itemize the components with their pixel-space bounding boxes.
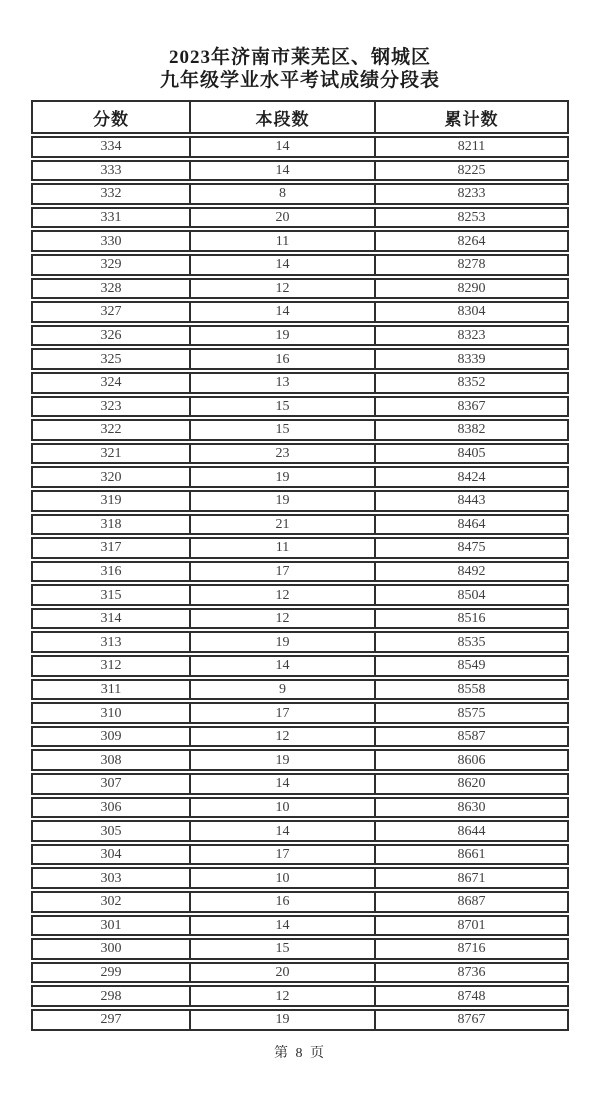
title-line-1: 2023年济南市莱芜区、钢城区 <box>168 47 431 68</box>
table-row <box>31 183 569 205</box>
score-cell: 319 <box>31 490 191 512</box>
score-cell: 313 <box>31 631 191 653</box>
table-row <box>31 325 569 347</box>
table-row <box>31 655 569 677</box>
cumulative-count-cell: 8253 <box>376 207 569 229</box>
cumulative-count-cell: 8535 <box>376 631 569 653</box>
segment-count-cell: 11 <box>191 230 376 252</box>
cumulative-count-cell: 8587 <box>376 726 569 748</box>
table-row <box>31 466 569 488</box>
segment-count-cell: 11 <box>191 537 376 559</box>
segment-count-cell: 12 <box>191 726 376 748</box>
score-cell: 334 <box>31 136 191 158</box>
cumulative-count-cell: 8575 <box>376 702 569 724</box>
score-cell: 326 <box>31 325 191 347</box>
segment-count-cell: 17 <box>191 561 376 583</box>
score-cell: 332 <box>31 183 191 205</box>
segment-count-cell: 15 <box>191 396 376 418</box>
score-cell: 299 <box>31 962 191 984</box>
score-cell: 305 <box>31 820 191 842</box>
page-number: 第 8 页 <box>274 1045 326 1061</box>
cumulative-count-cell: 8367 <box>376 396 569 418</box>
table-row <box>31 749 569 771</box>
segment-count-cell: 14 <box>191 915 376 937</box>
table-row <box>31 938 569 960</box>
cumulative-count-cell: 8687 <box>376 891 569 913</box>
score-cell: 304 <box>31 844 191 866</box>
cumulative-count-cell: 8339 <box>376 348 569 370</box>
segment-count-cell: 17 <box>191 702 376 724</box>
segment-count-cell: 17 <box>191 844 376 866</box>
table-row <box>31 797 569 819</box>
score-cell: 312 <box>31 655 191 677</box>
cumulative-count-cell: 8516 <box>376 608 569 630</box>
segment-count-cell: 21 <box>191 514 376 536</box>
score-cell: 322 <box>31 419 191 441</box>
cumulative-count-cell: 8492 <box>376 561 569 583</box>
segment-count-cell: 23 <box>191 443 376 465</box>
segment-count-cell: 15 <box>191 938 376 960</box>
table-row <box>31 962 569 984</box>
segment-count-cell: 13 <box>191 372 376 394</box>
cumulative-count-cell: 8549 <box>376 655 569 677</box>
score-cell: 321 <box>31 443 191 465</box>
segment-count-cell: 12 <box>191 584 376 606</box>
segment-count-cell: 10 <box>191 867 376 889</box>
score-cell: 331 <box>31 207 191 229</box>
score-cell: 309 <box>31 726 191 748</box>
table-row <box>31 867 569 889</box>
table-row <box>31 679 569 701</box>
cumulative-count-cell: 8558 <box>376 679 569 701</box>
score-cell: 328 <box>31 278 191 300</box>
score-cell: 327 <box>31 301 191 323</box>
header-cumulative-count: 累计数 <box>376 100 569 134</box>
cumulative-count-cell: 8748 <box>376 985 569 1007</box>
score-cell: 301 <box>31 915 191 937</box>
cumulative-count-cell: 8671 <box>376 867 569 889</box>
table-row <box>31 207 569 229</box>
score-cell: 323 <box>31 396 191 418</box>
cumulative-count-cell: 8443 <box>376 490 569 512</box>
cumulative-count-cell: 8767 <box>376 1009 569 1031</box>
cumulative-count-cell: 8278 <box>376 254 569 276</box>
table-row <box>31 514 569 536</box>
table-row <box>31 773 569 795</box>
score-cell: 317 <box>31 537 191 559</box>
table-row <box>31 372 569 394</box>
cumulative-count-cell: 8716 <box>376 938 569 960</box>
cumulative-count-cell: 8475 <box>376 537 569 559</box>
table-row <box>31 230 569 252</box>
table-row <box>31 985 569 1007</box>
cumulative-count-cell: 8290 <box>376 278 569 300</box>
table-row <box>31 490 569 512</box>
header-score: 分数 <box>31 100 191 134</box>
table-row <box>31 254 569 276</box>
page-title <box>0 46 600 92</box>
segment-count-cell: 14 <box>191 655 376 677</box>
segment-count-cell: 20 <box>191 207 376 229</box>
segment-count-cell: 16 <box>191 891 376 913</box>
segment-count-cell: 8 <box>191 183 376 205</box>
segment-count-cell: 14 <box>191 820 376 842</box>
score-cell: 303 <box>31 867 191 889</box>
segment-count-cell: 19 <box>191 1009 376 1031</box>
segment-count-cell: 16 <box>191 348 376 370</box>
score-cell: 308 <box>31 749 191 771</box>
cumulative-count-cell: 8405 <box>376 443 569 465</box>
score-cell: 324 <box>31 372 191 394</box>
segment-count-cell: 19 <box>191 631 376 653</box>
segment-count-cell: 12 <box>191 278 376 300</box>
segment-count-cell: 14 <box>191 254 376 276</box>
segment-count-cell: 19 <box>191 325 376 347</box>
score-table-body <box>31 136 569 1031</box>
cumulative-count-cell: 8644 <box>376 820 569 842</box>
score-cell: 307 <box>31 773 191 795</box>
cumulative-count-cell: 8606 <box>376 749 569 771</box>
table-row <box>31 136 569 158</box>
score-cell: 306 <box>31 797 191 819</box>
table-row <box>31 419 569 441</box>
segment-count-cell: 12 <box>191 985 376 1007</box>
table-header-row <box>31 100 569 134</box>
segment-count-cell: 19 <box>191 490 376 512</box>
cumulative-count-cell: 8630 <box>376 797 569 819</box>
score-distribution-table <box>31 98 569 1033</box>
score-cell: 314 <box>31 608 191 630</box>
table-row <box>31 608 569 630</box>
table-row <box>31 891 569 913</box>
score-cell: 300 <box>31 938 191 960</box>
cumulative-count-cell: 8424 <box>376 466 569 488</box>
cumulative-count-cell: 8504 <box>376 584 569 606</box>
table-row <box>31 396 569 418</box>
table-row <box>31 844 569 866</box>
table-row <box>31 301 569 323</box>
segment-count-cell: 19 <box>191 466 376 488</box>
segment-count-cell: 14 <box>191 301 376 323</box>
score-cell: 316 <box>31 561 191 583</box>
score-cell: 302 <box>31 891 191 913</box>
segment-count-cell: 9 <box>191 679 376 701</box>
title-line-2: 九年级学业水平考试成绩分段表 <box>159 70 440 91</box>
cumulative-count-cell: 8233 <box>376 183 569 205</box>
cumulative-count-cell: 8352 <box>376 372 569 394</box>
cumulative-count-cell: 8264 <box>376 230 569 252</box>
cumulative-count-cell: 8736 <box>376 962 569 984</box>
score-cell: 318 <box>31 514 191 536</box>
segment-count-cell: 19 <box>191 749 376 771</box>
segment-count-cell: 14 <box>191 773 376 795</box>
score-cell: 311 <box>31 679 191 701</box>
cumulative-count-cell: 8323 <box>376 325 569 347</box>
score-cell: 297 <box>31 1009 191 1031</box>
cumulative-count-cell: 8382 <box>376 419 569 441</box>
segment-count-cell: 12 <box>191 608 376 630</box>
score-cell: 310 <box>31 702 191 724</box>
segment-count-cell: 15 <box>191 419 376 441</box>
segment-count-cell: 14 <box>191 136 376 158</box>
cumulative-count-cell: 8620 <box>376 773 569 795</box>
table-row <box>31 537 569 559</box>
table-row <box>31 348 569 370</box>
score-cell: 320 <box>31 466 191 488</box>
table-row <box>31 702 569 724</box>
table-row <box>31 915 569 937</box>
table-row <box>31 1009 569 1031</box>
cumulative-count-cell: 8211 <box>376 136 569 158</box>
cumulative-count-cell: 8701 <box>376 915 569 937</box>
cumulative-count-cell: 8464 <box>376 514 569 536</box>
score-cell: 315 <box>31 584 191 606</box>
table-row <box>31 278 569 300</box>
table-row <box>31 584 569 606</box>
table-row <box>31 820 569 842</box>
score-cell: 333 <box>31 160 191 182</box>
segment-count-cell: 10 <box>191 797 376 819</box>
table-row <box>31 561 569 583</box>
table-row <box>31 443 569 465</box>
table-row <box>31 160 569 182</box>
table-row <box>31 726 569 748</box>
table-row <box>31 631 569 653</box>
score-cell: 325 <box>31 348 191 370</box>
score-cell: 329 <box>31 254 191 276</box>
cumulative-count-cell: 8225 <box>376 160 569 182</box>
cumulative-count-cell: 8661 <box>376 844 569 866</box>
score-cell: 298 <box>31 985 191 1007</box>
segment-count-cell: 20 <box>191 962 376 984</box>
cumulative-count-cell: 8304 <box>376 301 569 323</box>
score-cell: 330 <box>31 230 191 252</box>
segment-count-cell: 14 <box>191 160 376 182</box>
header-segment-count: 本段数 <box>191 100 376 134</box>
